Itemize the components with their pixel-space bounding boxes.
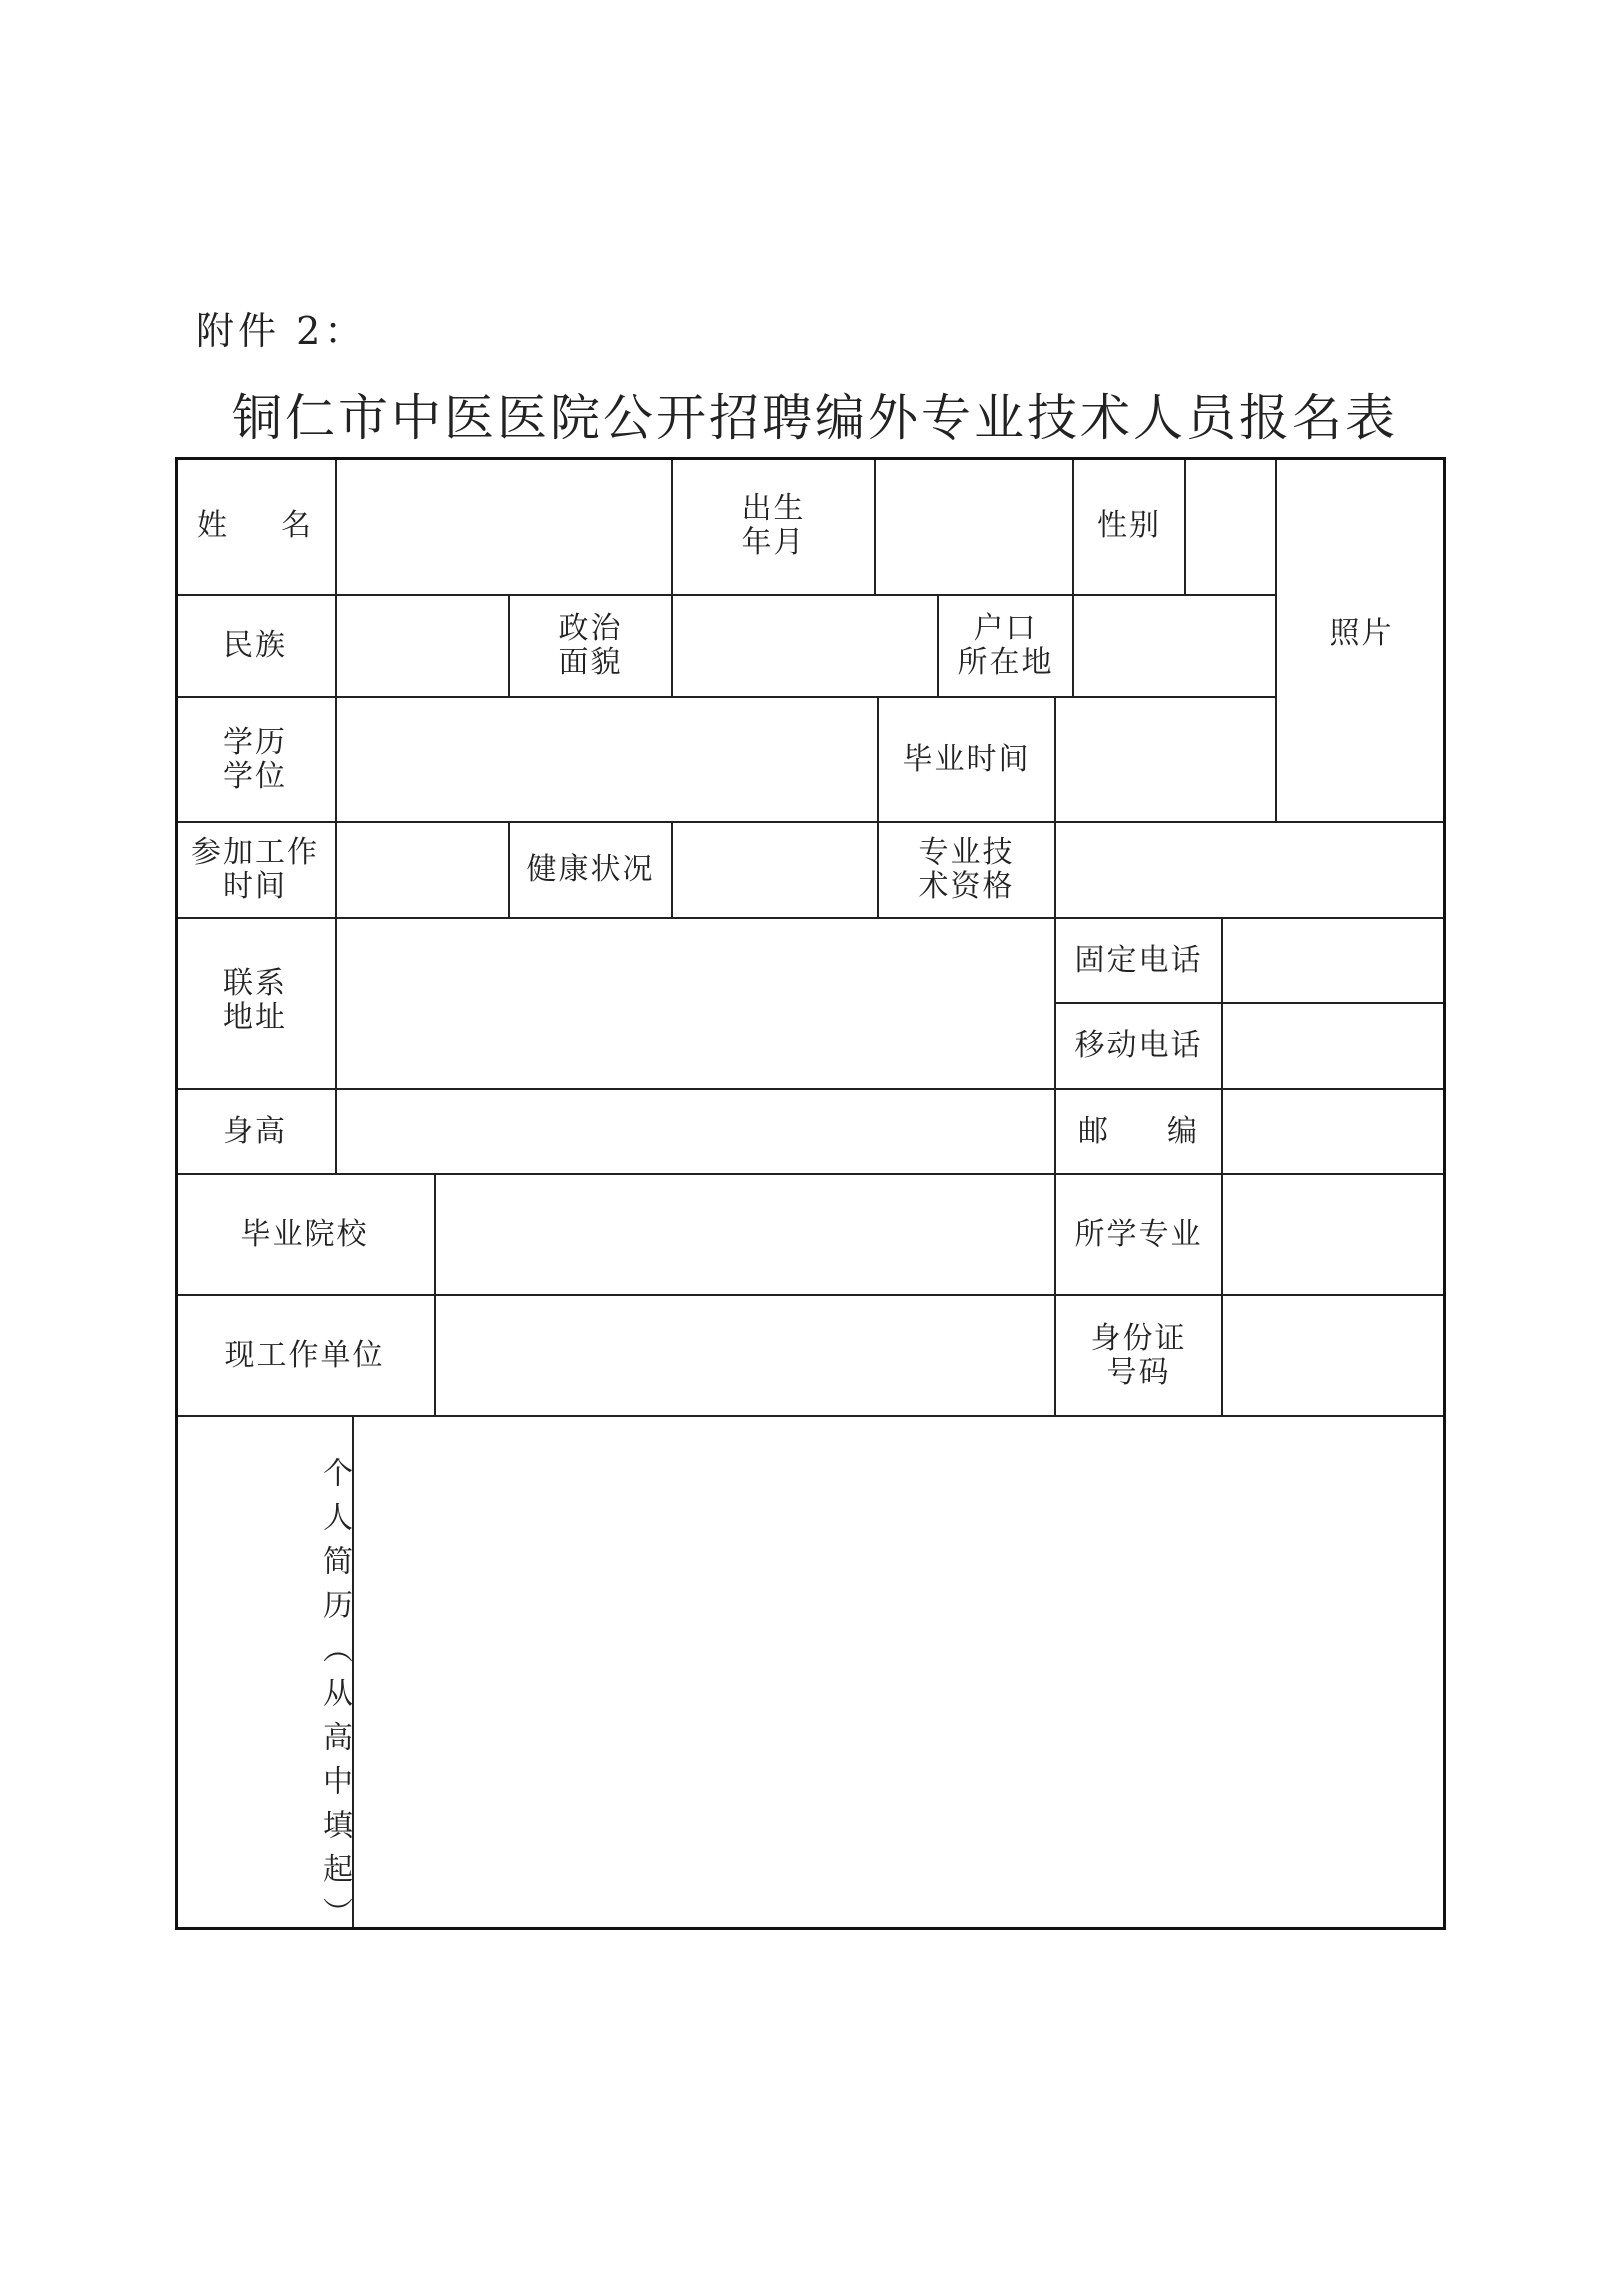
label-education: 学历 学位 <box>175 696 335 821</box>
label-school: 毕业院校 <box>175 1173 434 1294</box>
label-gender: 性别 <box>1072 457 1184 594</box>
label-health: 健康状况 <box>508 821 671 917</box>
label-political: 政治 面貌 <box>508 594 671 696</box>
label-work-start: 参加工作 时间 <box>175 821 335 917</box>
label-address: 联系 地址 <box>175 917 335 1088</box>
label-birth: 出生 年月 <box>671 457 874 594</box>
photo-box[interactable]: 照片 <box>1275 457 1446 821</box>
label-hukou: 户口 所在地 <box>937 594 1072 696</box>
label-name-part1: 姓 <box>197 507 229 543</box>
form-border <box>175 457 1446 1930</box>
label-postal-part1: 邮 <box>1078 1113 1110 1149</box>
registration-form <box>175 457 1446 1941</box>
attachment-label: 附件 2： <box>196 309 367 353</box>
label-resume: 个人简历（从高中填起） <box>175 1415 352 1930</box>
label-ethnicity: 民族 <box>175 594 335 696</box>
label-major: 所学专业 <box>1054 1173 1221 1294</box>
label-qualification: 专业技 术资格 <box>877 821 1054 917</box>
label-landline: 固定电话 <box>1054 917 1221 1002</box>
label-name-part2: 名 <box>281 507 313 543</box>
form-title: 铜仁市中医医院公开招聘编外专业技术人员报名表 <box>232 389 1398 447</box>
label-mobile: 移动电话 <box>1054 1002 1221 1088</box>
label-employer: 现工作单位 <box>175 1294 434 1415</box>
label-height: 身高 <box>175 1088 335 1173</box>
label-id-number: 身份证 号码 <box>1054 1294 1221 1415</box>
label-grad-time: 毕业时间 <box>877 696 1054 821</box>
label-postal-part2: 编 <box>1167 1113 1199 1149</box>
